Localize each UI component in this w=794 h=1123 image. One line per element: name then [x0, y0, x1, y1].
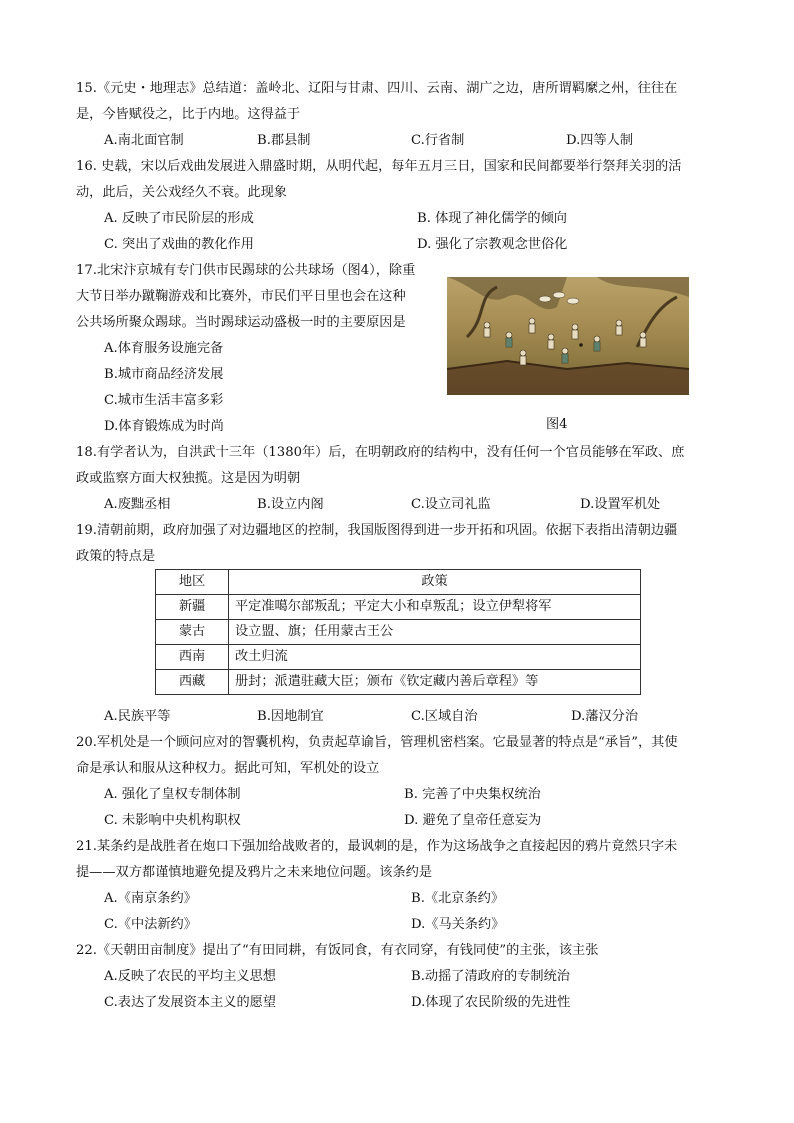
table-cell-policy: 改土归流 — [229, 645, 641, 670]
q18-option-d[interactable]: D.设置军机处 — [580, 497, 661, 512]
q18-option-a[interactable]: A.废黜丞相 — [104, 497, 171, 512]
q15-stem-line1: 15.《元史・地理志》总结道：盖岭北、辽阳与甘肃、四川、云南、湖广之边，唐所谓羁縻之州，往往在 — [76, 81, 678, 96]
q22-stem-line1: 22.《天朝田亩制度》提出了“有田同耕，有饭同食，有衣同穿，有钱同使”的主张，该主张 — [76, 943, 599, 958]
q16-option-c[interactable]: C. 突出了戏曲的教化作用 — [104, 237, 254, 252]
q19-stem-line1: 19.清朝前期，政府加强了对边疆地区的控制，我国版图得到进一步开拓和巩固。依据下表指出清朝边疆 — [76, 523, 678, 538]
q20-option-d[interactable]: D. 避免了皇帝任意妄为 — [404, 813, 542, 828]
q15-option-a[interactable]: A.南北面官制 — [104, 133, 184, 148]
q15-option-c[interactable]: C.行省制 — [411, 133, 465, 148]
frontier-policy-table — [155, 569, 641, 695]
q18-stem-line1: 18.有学者认为，自洪武十三年（1380年）后，在明朝政府的结构中，没有任何一个官员能够在军政、庶 — [76, 445, 685, 460]
q17-stem-line1: 17.北宋汴京城有专门供市民踢球的公共球场（图4），除重 — [76, 263, 416, 278]
q22-option-b[interactable]: B.动摇了清政府的专制统治 — [411, 969, 570, 984]
q18-stem-line2: 政或监察方面大权独揽。这是因为明朝 — [76, 471, 301, 486]
table-cell-region: 蒙古 — [156, 620, 229, 645]
table-cell-region: 西南 — [156, 645, 229, 670]
q17-option-b[interactable]: B.城市商品经济发展 — [104, 367, 224, 382]
table-row — [156, 670, 641, 695]
q16-option-d[interactable]: D. 强化了宗教观念世俗化 — [417, 237, 568, 252]
q18-option-b[interactable]: B.设立内阁 — [257, 497, 324, 512]
q17-option-c[interactable]: C.城市生活丰富多彩 — [104, 393, 224, 408]
q16-option-a[interactable]: A. 反映了市民阶层的形成 — [104, 211, 254, 226]
q21-option-a[interactable]: A.《南京条约》 — [104, 891, 197, 906]
q20-option-b[interactable]: B. 完善了中央集权统治 — [404, 787, 541, 802]
q17-option-d[interactable]: D.体育锻炼成为时尚 — [104, 419, 224, 434]
q22-option-a[interactable]: A.反映了农民的平均主义思想 — [104, 969, 276, 984]
q17-stem-line2: 大节日举办蹴鞠游戏和比赛外，市民们平日里也会在这种 — [76, 289, 406, 304]
table-cell-region: 西藏 — [156, 670, 229, 695]
q21-option-c[interactable]: C.《中法新约》 — [104, 917, 197, 932]
q19-option-c[interactable]: C.区域自治 — [411, 709, 478, 724]
q19-option-b[interactable]: B.因地制宜 — [257, 709, 324, 724]
q16-stem-line1: 16. 史载，宋以后戏曲发展进入鼎盛时期，从明代起，每年五月三日，国家和民间都要举行祭拜关羽的活 — [76, 159, 682, 174]
q17-option-a[interactable]: A.体育服务设施完备 — [104, 341, 224, 356]
table-row — [156, 595, 641, 620]
q20-option-a[interactable]: A. 强化了皇权专制体制 — [104, 787, 241, 802]
q15-option-b[interactable]: B.郡县制 — [257, 133, 311, 148]
table-row — [156, 645, 641, 670]
q21-option-d[interactable]: D.《马关条约》 — [411, 917, 505, 932]
q16-option-b[interactable]: B. 体现了神化儒学的倾向 — [417, 211, 567, 226]
q19-option-a[interactable]: A.民族平等 — [104, 709, 171, 724]
table-cell-policy: 平定准噶尔部叛乱；平定大小和卓叛乱；设立伊犁将军 — [229, 595, 641, 620]
q21-option-b[interactable]: B.《北京条约》 — [411, 891, 505, 906]
cuju-painting-figure — [447, 277, 689, 395]
q15-option-d[interactable]: D.四等人制 — [566, 133, 634, 148]
table-cell-policy: 设立盟、旗；任用蒙古王公 — [229, 620, 641, 645]
q17-stem-line3: 公共场所聚众踢球。当时踢球运动盛极一时的主要原因是 — [76, 315, 406, 330]
table-cell-policy: 册封；派遣驻藏大臣；颁布《钦定藏内善后章程》等 — [229, 670, 641, 695]
q20-option-c[interactable]: C. 未影响中央机构职权 — [104, 813, 241, 828]
q22-option-d[interactable]: D.体现了农民阶级的先进性 — [411, 995, 571, 1010]
q19-option-d[interactable]: D.藩汉分治 — [571, 709, 639, 724]
q21-stem-line1: 21.某条约是战胜者在炮口下强加给战败者的，最讽刺的是，作为这场战争之直接起因的鸦片竟然只字未 — [76, 839, 678, 854]
table-cell-region: 新疆 — [156, 595, 229, 620]
table-header-policy: 政策 — [229, 570, 641, 595]
table-header-region: 地区 — [156, 570, 229, 595]
q22-option-c[interactable]: C.表达了发展资本主义的愿望 — [104, 995, 277, 1010]
q21-stem-line2: 提——双方都谨慎地避免提及鸦片之未来地位问题。该条约是 — [76, 865, 433, 880]
q20-stem-line2: 命是承认和服从这种权力。据此可知，军机处的设立 — [76, 761, 380, 776]
q15-stem-line2: 是，今皆赋役之，比于内地。这得益于 — [76, 107, 301, 122]
q20-stem-line1: 20.军机处是一个顾问应对的智囊机构，负责起草谕旨，管理机密档案。它最显著的特点是“承旨”，其使 — [76, 735, 678, 750]
table-header-row — [156, 570, 641, 595]
table-row — [156, 620, 641, 645]
painting-illustration — [447, 277, 689, 395]
q18-option-c[interactable]: C.设立司礼监 — [411, 497, 491, 512]
q19-stem-line2: 政策的特点是 — [76, 549, 156, 564]
figure-caption: 图4 — [546, 417, 568, 432]
q16-stem-line2: 动，此后，关公戏经久不衰。此现象 — [76, 185, 287, 200]
